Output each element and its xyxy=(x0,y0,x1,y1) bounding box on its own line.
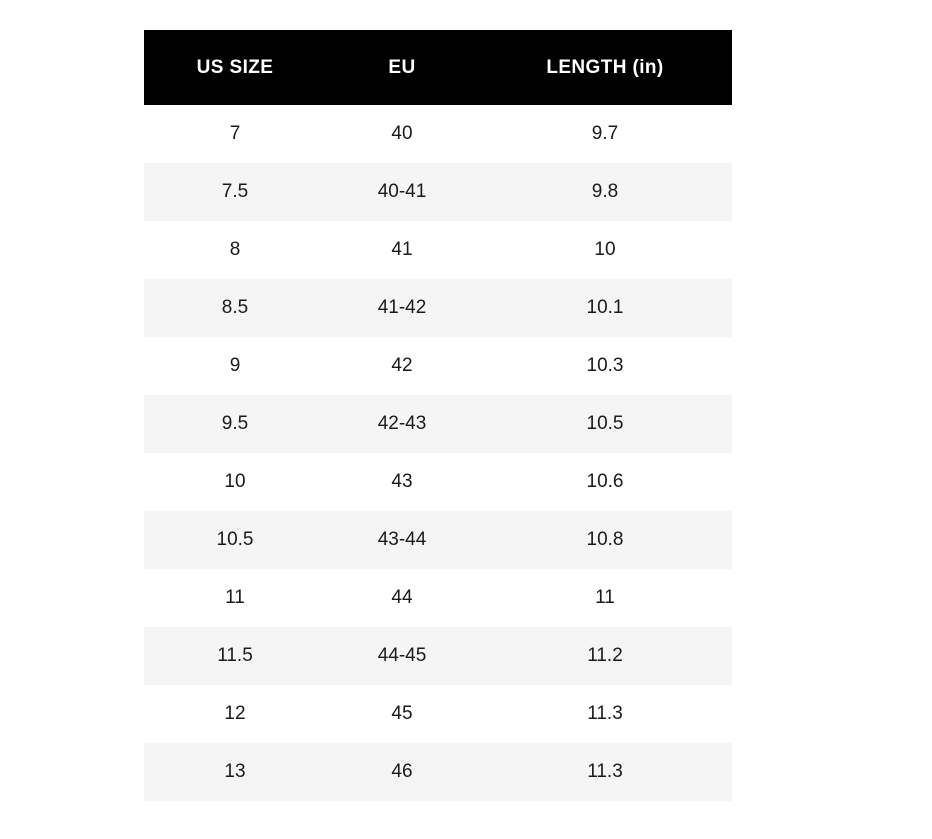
cell-eu: 42 xyxy=(326,337,478,395)
cell-eu: 41-42 xyxy=(326,279,478,337)
cell-us-size: 11 xyxy=(144,569,326,627)
cell-us-size: 9 xyxy=(144,337,326,395)
cell-length: 11 xyxy=(478,569,732,627)
column-header-eu: EU xyxy=(326,30,478,105)
cell-length: 10.6 xyxy=(478,453,732,511)
cell-length: 9.8 xyxy=(478,163,732,221)
cell-eu: 45 xyxy=(326,685,478,743)
column-header-us-size: US SIZE xyxy=(144,30,326,105)
column-header-length: LENGTH (in) xyxy=(478,30,732,105)
table-header-row xyxy=(144,30,732,105)
cell-length: 10.8 xyxy=(478,511,732,569)
cell-eu: 40-41 xyxy=(326,163,478,221)
cell-eu: 46 xyxy=(326,743,478,801)
size-chart-table xyxy=(144,30,732,801)
cell-eu: 43-44 xyxy=(326,511,478,569)
table-row xyxy=(144,163,732,221)
table-row xyxy=(144,511,732,569)
cell-us-size: 7.5 xyxy=(144,163,326,221)
cell-length: 9.7 xyxy=(478,105,732,163)
table-row xyxy=(144,395,732,453)
cell-length: 11.3 xyxy=(478,743,732,801)
table-row xyxy=(144,453,732,511)
cell-us-size: 8 xyxy=(144,221,326,279)
cell-us-size: 8.5 xyxy=(144,279,326,337)
cell-eu: 42-43 xyxy=(326,395,478,453)
cell-us-size: 11.5 xyxy=(144,627,326,685)
cell-us-size: 7 xyxy=(144,105,326,163)
cell-length: 10.1 xyxy=(478,279,732,337)
table-row xyxy=(144,685,732,743)
table-row xyxy=(144,221,732,279)
cell-us-size: 10 xyxy=(144,453,326,511)
cell-length: 11.3 xyxy=(478,685,732,743)
table-row xyxy=(144,337,732,395)
cell-eu: 41 xyxy=(326,221,478,279)
table-row xyxy=(144,743,732,801)
table-header xyxy=(144,30,732,105)
cell-us-size: 13 xyxy=(144,743,326,801)
table-body xyxy=(144,105,732,801)
table-row xyxy=(144,279,732,337)
cell-eu: 43 xyxy=(326,453,478,511)
cell-length: 10.5 xyxy=(478,395,732,453)
cell-eu: 44 xyxy=(326,569,478,627)
cell-eu: 40 xyxy=(326,105,478,163)
cell-length: 10.3 xyxy=(478,337,732,395)
table-row xyxy=(144,627,732,685)
cell-us-size: 10.5 xyxy=(144,511,326,569)
cell-eu: 44-45 xyxy=(326,627,478,685)
cell-us-size: 12 xyxy=(144,685,326,743)
table-row xyxy=(144,105,732,163)
cell-length: 11.2 xyxy=(478,627,732,685)
cell-length: 10 xyxy=(478,221,732,279)
cell-us-size: 9.5 xyxy=(144,395,326,453)
table-row xyxy=(144,569,732,627)
